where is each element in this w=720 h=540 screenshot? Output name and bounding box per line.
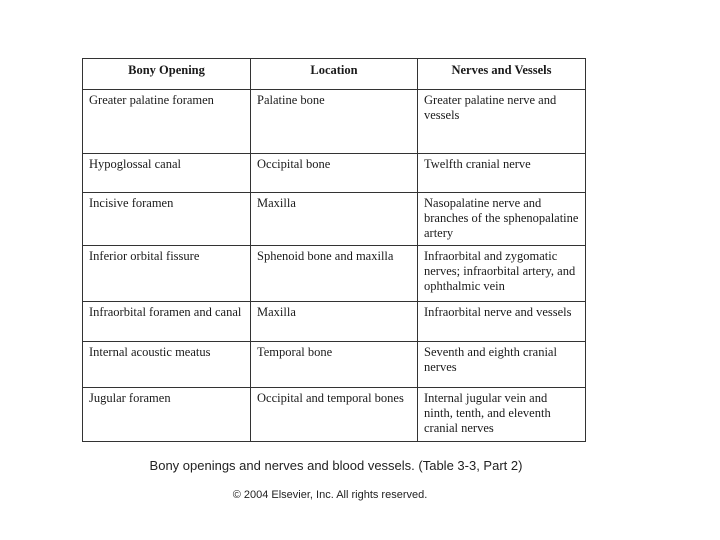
cell-location: Sphenoid bone and maxilla xyxy=(251,246,418,302)
cell-bony-opening: Greater palatine foramen xyxy=(83,90,251,154)
copyright-text: © 2004 Elsevier, Inc. All rights reserved. xyxy=(232,489,428,501)
table-row xyxy=(83,388,586,442)
header-nerves-and-vessels: Nerves and Vessels xyxy=(418,59,586,90)
header-bony-opening: Bony Opening xyxy=(83,59,251,90)
table-row xyxy=(83,246,586,302)
cell-nerves-and-vessels: Infraorbital nerve and vessels xyxy=(418,302,586,342)
copyright-notice xyxy=(0,489,720,501)
cell-bony-opening: Infraorbital foramen and canal xyxy=(83,302,251,342)
cell-location: Occipital bone xyxy=(251,154,418,193)
table-row xyxy=(83,342,586,388)
table-row xyxy=(83,193,586,246)
table-container xyxy=(82,58,585,441)
cell-bony-opening: Hypoglossal canal xyxy=(83,154,251,193)
cell-location: Occipital and temporal bones xyxy=(251,388,418,442)
cell-bony-opening: Inferior orbital fissure xyxy=(83,246,251,302)
cell-location: Maxilla xyxy=(251,302,418,342)
cell-nerves-and-vessels: Internal jugular vein and ninth, tenth, and eleventh cranial nerves xyxy=(418,388,586,442)
cell-location: Palatine bone xyxy=(251,90,418,154)
caption-text: Bony openings and nerves and blood vessels. (Table 3-3, Part 2) xyxy=(149,458,523,473)
table-row xyxy=(83,302,586,342)
bony-openings-table xyxy=(82,58,586,442)
cell-location: Temporal bone xyxy=(251,342,418,388)
cell-bony-opening: Internal acoustic meatus xyxy=(83,342,251,388)
cell-nerves-and-vessels: Nasopalatine nerve and branches of the sphenopalatine artery xyxy=(418,193,586,246)
cell-nerves-and-vessels: Infraorbital and zygomatic nerves; infraorbital artery, and ophthalmic vein xyxy=(418,246,586,302)
cell-nerves-and-vessels: Greater palatine nerve and vessels xyxy=(418,90,586,154)
cell-nerves-and-vessels: Seventh and eighth cranial nerves xyxy=(418,342,586,388)
header-location: Location xyxy=(251,59,418,90)
figure-caption xyxy=(0,458,720,473)
table-header-row xyxy=(83,59,586,90)
table-row xyxy=(83,90,586,154)
table-row xyxy=(83,154,586,193)
cell-bony-opening: Incisive foramen xyxy=(83,193,251,246)
cell-bony-opening: Jugular foramen xyxy=(83,388,251,442)
cell-nerves-and-vessels: Twelfth cranial nerve xyxy=(418,154,586,193)
cell-location: Maxilla xyxy=(251,193,418,246)
